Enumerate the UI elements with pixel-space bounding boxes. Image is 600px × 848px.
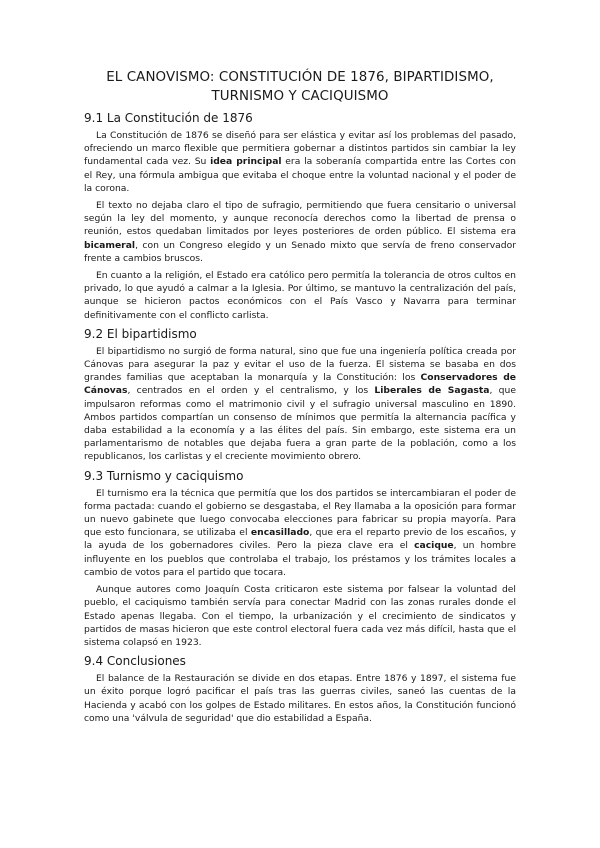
bold-term: Conservadores de Cánovas (84, 372, 517, 397)
document-body (84, 110, 516, 725)
paragraph-text: era la soberanía compartida entre las Cortes con el Rey, una fórmula ambigua que evitaba el choque entre la voluntad nacional y el poder de la corona. (84, 156, 516, 194)
bold-term: bicameral (84, 239, 136, 251)
bold-term: cacique (414, 540, 454, 552)
paragraph-text: El texto no dejaba claro el tipo de sufragio, permitiendo que fuera censitario o universal según la ley del momento, y aunque reconocía derechos como la libertad de prensa o reunión, estos quedaban limitados por leyes posteriores de orden público. El sistema era (84, 200, 516, 238)
section-heading: 9.2 El bipartidismo (84, 326, 197, 341)
paragraph-text: El balance de la Restauración se divide en dos etapas. Entre 1876 y 1897, el sistema fue un éxito porque logró pacificar el país tras las guerras civiles, saneó las cuentas de la Hacienda y acabó con los golpes de Estado militares. En estos años, la Constitución funcionó como una 'válvula de seguridad' que dio estabilidad a España. (84, 673, 516, 724)
section-paragraph (84, 487, 516, 579)
paragraph-text: El turnismo era la técnica que permitía que los dos partidos se intercambiaran el poder de forma pactada: cuando el gobierno se desgastaba, el Rey llamaba a la oposición para formar un nuevo gabinete que luego convocaba elecciones para fabricar su propia mayoría. Para que esto funcionara, se utilizaba el (84, 487, 516, 539)
document-title (84, 68, 516, 106)
section-paragraph (84, 129, 516, 195)
paragraph-text: , con un Congreso elegido y un Senado mixto que servía de freno conservador frente a cambios bruscos. (84, 239, 516, 264)
section-paragraph (84, 672, 516, 725)
paragraph-text: El bipartidismo no surgió de forma natural, sino que fue una ingeniería política creada por Cánovas para asegurar la paz y evitar el uso de la fuerza. El sistema se basaba en dos grandes familias que aceptaban la monarquía y la Constitución: los (84, 345, 516, 384)
section-paragraph (84, 269, 516, 322)
title-line-1: EL CANOVISMO: CONSTITUCIÓN DE 1876, BIPARTIDISMO, (106, 70, 494, 85)
bold-term: encasillado (250, 527, 310, 539)
bold-term: Liberales de Sagasta (374, 385, 490, 397)
paragraph-text: En cuanto a la religión, el Estado era católico pero permitía la tolerancia de otros cultos en privado, lo que ayudó a calmar a la Iglesia. Por último, se mantuvo la centralización del país, aunque se hicieron pactos económicos con el País Vasco y Navarra para terminar definitivamente con el conflicto carlista. (84, 270, 516, 321)
section-heading: 9.1 La Constitución de 1876 (84, 111, 253, 125)
paragraph-text: , un hombre influyente en los pueblos que controlaba el trabajo, los préstamos y los trámites locales a cambio de votos para el partido que tocara. (84, 540, 516, 578)
section-heading: 9.4 Conclusiones (84, 654, 186, 669)
title-line-2: TURNISMO Y CACIQUISMO (211, 89, 389, 104)
paragraph-text: Aunque autores como Joaquín Costa criticaron este sistema por falsear la voluntad del pueblo, el caciquismo también servía para conectar Madrid con las zonas rurales donde el Estado apenas llegaba. Con el tiempo, la urbanización y el crecimiento de sindicatos y partidos de masas hicieron que este control electoral fuera cada vez más difícil, hasta que el sistema colapsó en 1923. (84, 584, 516, 648)
bold-term: idea principal (210, 156, 282, 168)
paragraph-text: , que era el reparto previo de los escaños, y la ayuda de los gobernadores civiles. Pero la pieza clave era el (84, 527, 516, 552)
section-heading: 9.3 Turnismo y caciquismo (84, 468, 244, 483)
paragraph-text: , centrados en el orden y el centralismo, y los (127, 385, 375, 397)
section-paragraph (84, 345, 516, 464)
section-paragraph (84, 199, 516, 265)
section-paragraph (84, 583, 516, 649)
paragraph-text: , que impulsaron reformas como el matrimonio civil y el sufragio universal masculino en 1890. Ambos partidos compartían un consenso de mínimos que permitía la alternancia pacífica y daba estabilidad a la economía y a las élites del país. Sin embargo, este sistema era un parlamentarismo de notables que dejaba fuera a gran parte de la población, como a los republicanos, los carlistas y el creciente movimiento obrero. (84, 385, 516, 463)
paragraph-text: La Constitución de 1876 se diseñó para ser elástica y evitar así los problemas del pasado, ofreciendo un marco flexible que permitiera gobernar a distintos partidos sin cambiar la ley fundamental cada vez. Su (84, 130, 516, 168)
